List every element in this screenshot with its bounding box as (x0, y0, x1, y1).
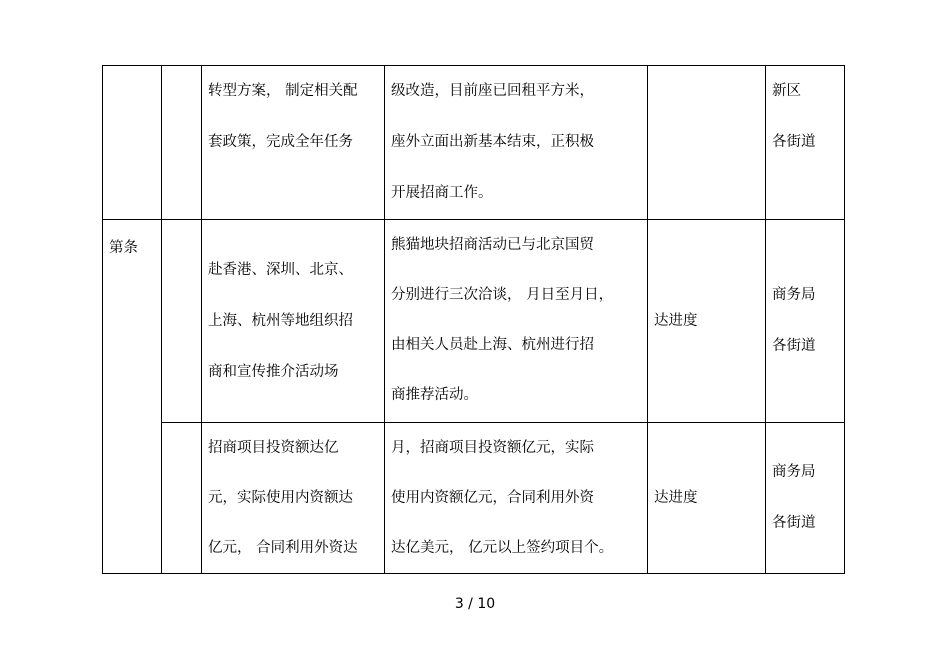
task-cell (202, 66, 385, 220)
department-line: 新区 (772, 83, 801, 99)
page-number: 3 / 10 (454, 596, 496, 612)
status-cell (648, 423, 766, 574)
table-cell-empty (162, 66, 202, 220)
progress-line: 商推荐活动。 (391, 387, 478, 403)
task-line: 亿元， 合同利用外资达 (208, 540, 358, 556)
department-cell (766, 220, 845, 423)
progress-line: 开展招商工作。 (391, 185, 493, 201)
table-row (103, 66, 845, 220)
progress-cell (385, 423, 648, 574)
table-cell-empty (162, 220, 202, 423)
progress-cell (385, 220, 648, 423)
task-line: 套政策，完成全年任务 (208, 134, 353, 150)
department-line: 商务局 (772, 287, 816, 303)
department-cell (766, 423, 845, 574)
progress-line: 由相关人员赴上海、杭州进行招 (391, 337, 594, 353)
task-cell (202, 220, 385, 423)
table-cell-empty (162, 423, 202, 574)
task-line: 商和宣传推介活动场 (208, 363, 339, 380)
department-line: 各街道 (772, 134, 816, 150)
article-number-cell (103, 220, 162, 574)
table-row (103, 423, 845, 574)
department-line: 各街道 (772, 515, 816, 531)
status-cell (648, 66, 766, 220)
task-line: 转型方案， 制定相关配 (208, 83, 358, 99)
progress-line: 月，招商项目投资额亿元，实际 (391, 440, 594, 456)
task-line: 招商项目投资额达亿 (208, 440, 339, 456)
task-line: 上海、杭州等地组织招 (208, 312, 353, 329)
task-line: 元，实际使用内资额达 (208, 490, 353, 506)
department-line: 商务局 (772, 464, 816, 480)
progress-line: 达亿美元， 亿元以上签约项目个。 (391, 540, 614, 556)
article-number: 第条 (109, 240, 138, 256)
department-line: 各街道 (772, 338, 816, 354)
task-cell (202, 423, 385, 574)
document-table (102, 65, 845, 574)
status-cell (648, 220, 766, 423)
table-row (103, 220, 845, 423)
task-line: 赴香港、深圳、北京、 (208, 261, 353, 278)
status-text: 达进度 (654, 489, 698, 506)
progress-cell (385, 66, 648, 220)
progress-line: 熊猫地块招商活动已与北京国贸 (391, 237, 594, 253)
progress-line: 座外立面出新基本结束，正积极 (391, 134, 594, 150)
progress-line: 级改造，目前座已回租平方米， (391, 83, 594, 99)
status-text: 达进度 (654, 312, 698, 329)
table-cell-empty (103, 66, 162, 220)
department-cell (766, 66, 845, 220)
progress-line: 使用内资额亿元，合同利用外资 (391, 490, 594, 506)
progress-line: 分别进行三次洽谈， 月日至月日， (391, 287, 614, 303)
